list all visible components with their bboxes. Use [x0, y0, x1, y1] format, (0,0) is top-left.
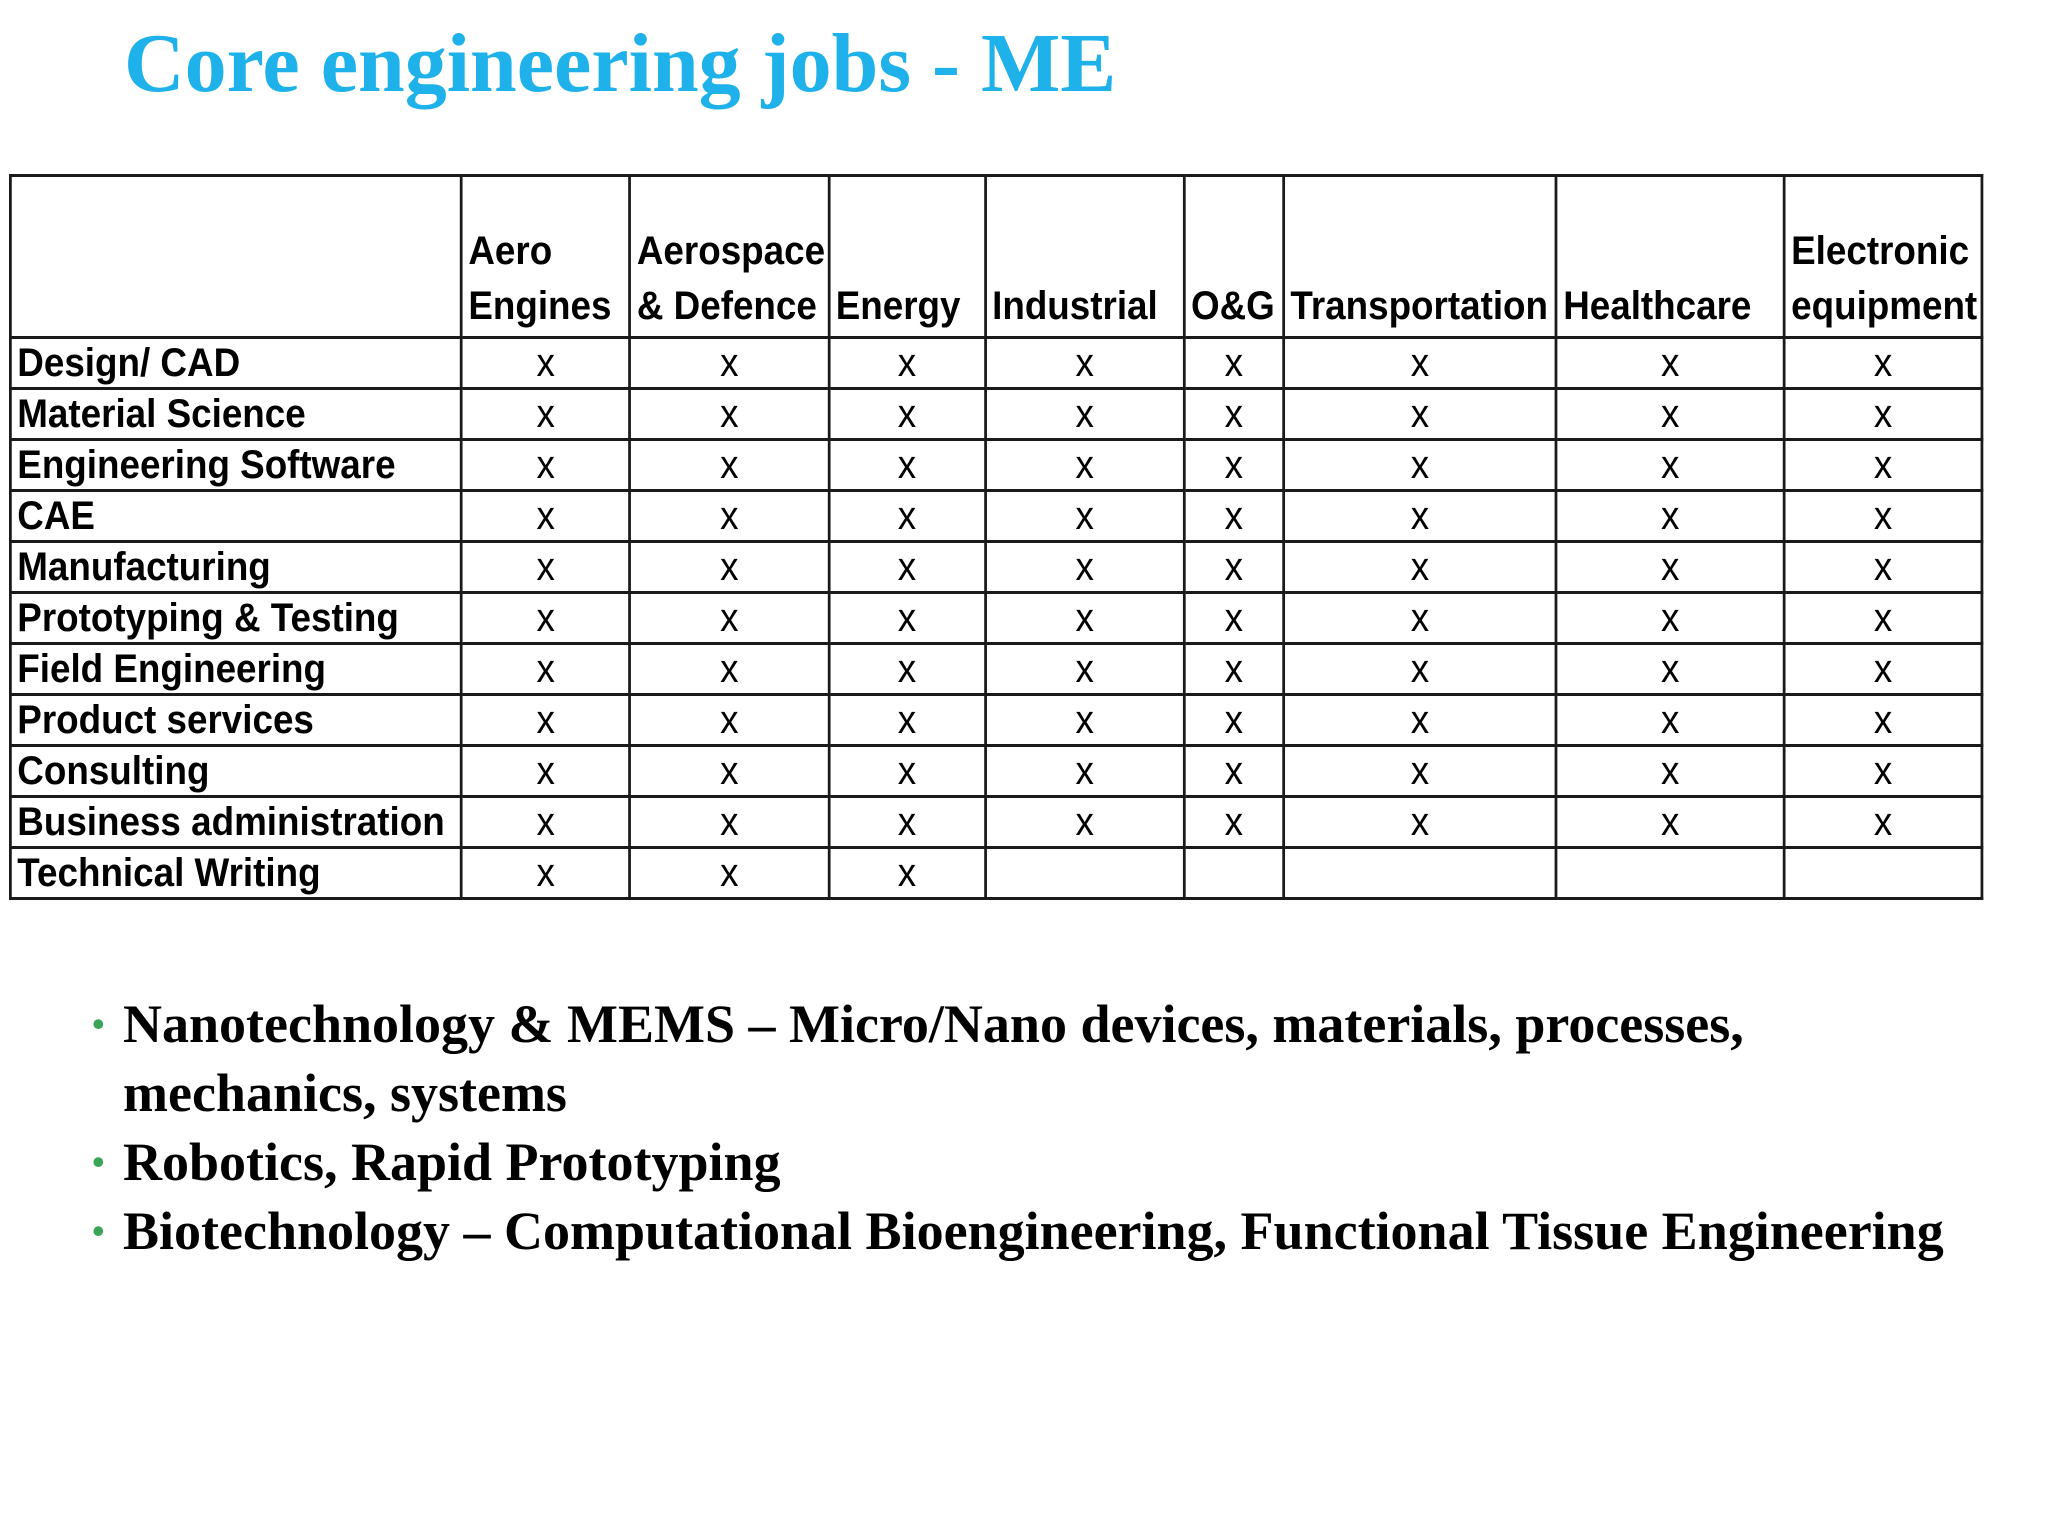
- table-cell: x: [985, 440, 1184, 491]
- table-cell: x: [630, 440, 829, 491]
- table-cell: x: [1556, 644, 1784, 695]
- table-cell: x: [1283, 440, 1556, 491]
- row-label: Field Engineering: [10, 644, 461, 695]
- table-cell: x: [829, 797, 985, 848]
- bullet-dot-icon: •: [92, 1004, 105, 1044]
- table-cell: x: [985, 695, 1184, 746]
- table-cell: x: [1556, 338, 1784, 389]
- table-row: [10, 848, 1982, 899]
- table-cell: x: [829, 644, 985, 695]
- table-cell: x: [1556, 542, 1784, 593]
- table-cell: x: [1184, 695, 1283, 746]
- header-corner-cell: [10, 176, 461, 338]
- table-row: [10, 338, 1982, 389]
- table-cell: x: [461, 338, 630, 389]
- table-cell: x: [1184, 797, 1283, 848]
- table-cell: x: [1283, 644, 1556, 695]
- table-cell: x: [1283, 695, 1556, 746]
- table-cell: [985, 848, 1184, 899]
- table-row: [10, 746, 1982, 797]
- table-cell: x: [630, 695, 829, 746]
- table-cell: x: [1283, 593, 1556, 644]
- table-cell: x: [1784, 695, 1982, 746]
- table-cell: x: [630, 389, 829, 440]
- table-cell: x: [1556, 440, 1784, 491]
- table-cell: x: [829, 440, 985, 491]
- table-cell: x: [829, 593, 985, 644]
- table-cell: x: [630, 491, 829, 542]
- table-row: [10, 491, 1982, 542]
- row-label: Design/ CAD: [10, 338, 461, 389]
- table-cell: x: [461, 389, 630, 440]
- table-cell: x: [829, 695, 985, 746]
- table-cell: x: [1556, 593, 1784, 644]
- table-cell: x: [1556, 746, 1784, 797]
- table-cell: x: [1556, 389, 1784, 440]
- table-cell: x: [630, 542, 829, 593]
- table-cell: x: [461, 440, 630, 491]
- table-cell: x: [829, 848, 985, 899]
- table-cell: x: [1184, 338, 1283, 389]
- table-cell: x: [1784, 491, 1982, 542]
- column-header: O&G: [1184, 176, 1283, 338]
- table-cell: x: [985, 797, 1184, 848]
- column-header: Industrial: [985, 176, 1184, 338]
- table-cell: x: [461, 644, 630, 695]
- table-cell: x: [1556, 797, 1784, 848]
- table-cell: x: [1784, 440, 1982, 491]
- table-cell: x: [1184, 491, 1283, 542]
- table-cell: x: [1283, 797, 1556, 848]
- table-cell: x: [1784, 644, 1982, 695]
- table-cell: x: [829, 338, 985, 389]
- table-cell: x: [1784, 542, 1982, 593]
- table-cell: x: [1283, 542, 1556, 593]
- table-cell: x: [985, 338, 1184, 389]
- jobs-matrix-table: [9, 174, 1983, 900]
- bullet-dot-icon: •: [92, 1211, 105, 1251]
- row-label: CAE: [10, 491, 461, 542]
- bullet-list: [92, 990, 1972, 1266]
- table-cell: x: [461, 746, 630, 797]
- table-cell: x: [1184, 593, 1283, 644]
- table-cell: x: [461, 593, 630, 644]
- table-cell: x: [1784, 593, 1982, 644]
- table-cell: x: [1556, 695, 1784, 746]
- table-cell: x: [1556, 491, 1784, 542]
- table-cell: x: [630, 797, 829, 848]
- table-cell: [1556, 848, 1784, 899]
- table-cell: x: [1184, 389, 1283, 440]
- table-cell: x: [1184, 440, 1283, 491]
- table-cell: x: [1784, 797, 1982, 848]
- table-row: [10, 593, 1982, 644]
- slide-title: Core engineering jobs - ME: [124, 17, 1117, 110]
- table-cell: [1283, 848, 1556, 899]
- table-cell: x: [461, 848, 630, 899]
- table-row: [10, 797, 1982, 848]
- table-cell: x: [461, 695, 630, 746]
- table-cell: [1184, 848, 1283, 899]
- table-cell: x: [1784, 746, 1982, 797]
- row-label: Business administration: [10, 797, 461, 848]
- table-cell: x: [1184, 644, 1283, 695]
- table-cell: x: [985, 491, 1184, 542]
- row-label: Product services: [10, 695, 461, 746]
- row-label: Consulting: [10, 746, 461, 797]
- table-row: [10, 440, 1982, 491]
- table-cell: x: [630, 338, 829, 389]
- table-cell: x: [985, 593, 1184, 644]
- table-cell: x: [829, 491, 985, 542]
- table-cell: x: [1283, 338, 1556, 389]
- table-cell: x: [461, 797, 630, 848]
- table-cell: x: [461, 491, 630, 542]
- table-header-row: [10, 176, 1982, 338]
- list-item: • Robotics, Rapid Prototyping: [92, 1128, 1972, 1197]
- table-cell: x: [1283, 491, 1556, 542]
- table-cell: x: [630, 848, 829, 899]
- table-cell: x: [630, 644, 829, 695]
- table-cell: x: [985, 389, 1184, 440]
- table-cell: x: [1784, 389, 1982, 440]
- table-row: [10, 644, 1982, 695]
- list-item: • Biotechnology – Computational Bioengineering, Functional Tissue Engineering: [92, 1197, 1972, 1266]
- table-cell: x: [985, 542, 1184, 593]
- column-header: Aerospace & Defence: [630, 176, 829, 338]
- column-header: Transportation: [1283, 176, 1556, 338]
- table-cell: x: [1184, 746, 1283, 797]
- list-item: • Nanotechnology & MEMS – Micro/Nano devices, materials, processes, mechanics, systems: [92, 990, 1972, 1128]
- table-cell: x: [1283, 746, 1556, 797]
- table-body: [10, 338, 1982, 899]
- row-label: Material Science: [10, 389, 461, 440]
- table-cell: x: [985, 644, 1184, 695]
- table-cell: x: [461, 542, 630, 593]
- bullet-dot-icon: •: [92, 1142, 105, 1182]
- column-header: Healthcare: [1556, 176, 1784, 338]
- table-cell: x: [630, 593, 829, 644]
- table-cell: x: [1784, 338, 1982, 389]
- column-header: Energy: [829, 176, 985, 338]
- row-label: Technical Writing: [10, 848, 461, 899]
- row-label: Manufacturing: [10, 542, 461, 593]
- column-header: Electronic equipment: [1784, 176, 1982, 338]
- table-cell: x: [1184, 542, 1283, 593]
- row-label: Engineering Software: [10, 440, 461, 491]
- table-cell: x: [1283, 389, 1556, 440]
- table-cell: x: [829, 542, 985, 593]
- table-cell: x: [829, 746, 985, 797]
- table-row: [10, 695, 1982, 746]
- table-row: [10, 542, 1982, 593]
- table-cell: x: [630, 746, 829, 797]
- row-label: Prototyping & Testing: [10, 593, 461, 644]
- table-row: [10, 389, 1982, 440]
- table-cell: [1784, 848, 1982, 899]
- column-header: Aero Engines: [461, 176, 630, 338]
- table-cell: x: [985, 746, 1184, 797]
- table-cell: x: [829, 389, 985, 440]
